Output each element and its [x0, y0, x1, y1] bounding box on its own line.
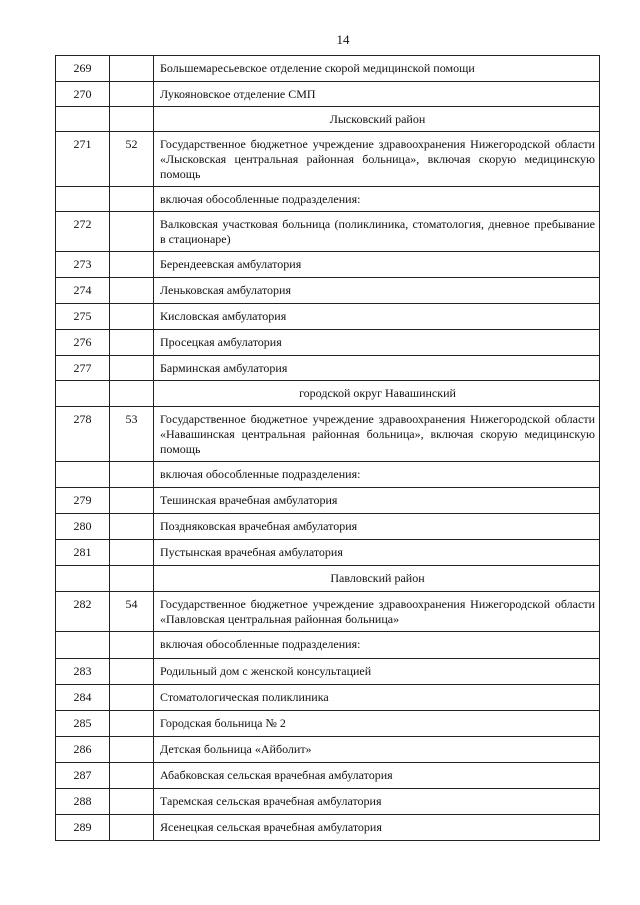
row-code: [110, 278, 154, 304]
row-code: [110, 566, 154, 592]
row-number: 277: [56, 356, 110, 381]
row-number: 286: [56, 737, 110, 763]
table-row: [56, 592, 600, 632]
table-row: [56, 330, 600, 356]
district-heading: городской округ Навашинский: [154, 381, 600, 407]
subdivisions-note-row: [56, 462, 600, 488]
row-name: Государственное бюджетное учреждение здравоохранения Нижегородской области «Навашинская центральная районная больница», включая скорую медицинскую помощь: [154, 407, 600, 462]
row-name: Лукояновское отделение СМП: [154, 82, 600, 107]
row-name: Государственное бюджетное учреждение здравоохранения Нижегородской области «Лысковская центральная районная больница», включая скорую медицинскую помощь: [154, 132, 600, 187]
row-code: [110, 252, 154, 278]
row-name: Детская больница «Айболит»: [154, 737, 600, 763]
row-number: 273: [56, 252, 110, 278]
district-heading-row: [56, 566, 600, 592]
row-number: [56, 187, 110, 212]
table-row: [56, 132, 600, 187]
row-code: 54: [110, 592, 154, 632]
row-number: 288: [56, 789, 110, 815]
district-heading: Лысковский район: [154, 107, 600, 132]
district-heading-row: [56, 381, 600, 407]
row-name: Поздняковская врачебная амбулатория: [154, 514, 600, 540]
row-number: 278: [56, 407, 110, 462]
table-row: [56, 514, 600, 540]
row-code: 52: [110, 132, 154, 187]
row-code: [110, 488, 154, 514]
row-code: [110, 304, 154, 330]
table-row: [56, 763, 600, 789]
row-name: Таремская сельская врачебная амбулатория: [154, 789, 600, 815]
table-row: [56, 488, 600, 514]
table-row: [56, 789, 600, 815]
row-code: [110, 462, 154, 488]
table-row: [56, 82, 600, 107]
table-row: [56, 815, 600, 841]
table-row: [56, 252, 600, 278]
row-code: [110, 514, 154, 540]
row-code: [110, 815, 154, 841]
medical-organizations-table: [55, 55, 600, 841]
table-row: [56, 212, 600, 252]
subdivisions-note-row: [56, 632, 600, 659]
table-row: [56, 711, 600, 737]
subdivisions-note: включая обособленные подразделения:: [154, 462, 600, 488]
table-row: [56, 278, 600, 304]
row-number: [56, 632, 110, 659]
row-name: Абабковская сельская врачебная амбулатория: [154, 763, 600, 789]
row-name: Барминская амбулатория: [154, 356, 600, 381]
row-name: Ясенецкая сельская врачебная амбулатория: [154, 815, 600, 841]
row-name: Берендеевская амбулатория: [154, 252, 600, 278]
table-row: [56, 659, 600, 685]
row-number: 281: [56, 540, 110, 566]
row-number: 272: [56, 212, 110, 252]
row-name: Большемаресьевское отделение скорой медицинской помощи: [154, 56, 600, 82]
subdivisions-note: включая обособленные подразделения:: [154, 632, 600, 659]
table-row: [56, 304, 600, 330]
row-number: 274: [56, 278, 110, 304]
row-code: [110, 56, 154, 82]
row-code: [110, 381, 154, 407]
row-code: 53: [110, 407, 154, 462]
page-number: 14: [336, 32, 350, 47]
subdivisions-note-row: [56, 187, 600, 212]
row-code: [110, 540, 154, 566]
row-number: 271: [56, 132, 110, 187]
row-number: 275: [56, 304, 110, 330]
row-number: 287: [56, 763, 110, 789]
table-row: [56, 685, 600, 711]
row-name: Пустынская врачебная амбулатория: [154, 540, 600, 566]
table-row: [56, 540, 600, 566]
row-number: 289: [56, 815, 110, 841]
row-name: Государственное бюджетное учреждение здравоохранения Нижегородской области «Павловская центральная районная больница»: [154, 592, 600, 632]
row-name: Родильный дом с женской консультацией: [154, 659, 600, 685]
subdivisions-note: включая обособленные подразделения:: [154, 187, 600, 212]
row-code: [110, 659, 154, 685]
row-number: [56, 107, 110, 132]
row-code: [110, 685, 154, 711]
row-number: [56, 566, 110, 592]
row-number: 279: [56, 488, 110, 514]
row-number: [56, 462, 110, 488]
district-heading-row: [56, 107, 600, 132]
table-row: [56, 56, 600, 82]
row-number: 284: [56, 685, 110, 711]
row-number: [56, 381, 110, 407]
row-name: Тешинская врачебная амбулатория: [154, 488, 600, 514]
row-name: Валковская участковая больница (поликлиника, стоматология, дневное пребывание в стационаре): [154, 212, 600, 252]
row-number: 280: [56, 514, 110, 540]
row-code: [110, 107, 154, 132]
row-code: [110, 763, 154, 789]
row-name: Городская больница № 2: [154, 711, 600, 737]
row-number: 270: [56, 82, 110, 107]
row-code: [110, 82, 154, 107]
table-row: [56, 407, 600, 462]
row-number: 285: [56, 711, 110, 737]
district-heading: Павловский район: [154, 566, 600, 592]
row-name: Леньковская амбулатория: [154, 278, 600, 304]
row-code: [110, 711, 154, 737]
row-code: [110, 737, 154, 763]
row-code: [110, 789, 154, 815]
row-code: [110, 632, 154, 659]
row-code: [110, 356, 154, 381]
row-name: Просецкая амбулатория: [154, 330, 600, 356]
row-number: 269: [56, 56, 110, 82]
row-name: Стоматологическая поликлиника: [154, 685, 600, 711]
row-number: 276: [56, 330, 110, 356]
table-row: [56, 356, 600, 381]
row-number: 283: [56, 659, 110, 685]
row-number: 282: [56, 592, 110, 632]
table-row: [56, 737, 600, 763]
row-name: Кисловская амбулатория: [154, 304, 600, 330]
row-code: [110, 187, 154, 212]
row-code: [110, 212, 154, 252]
row-code: [110, 330, 154, 356]
